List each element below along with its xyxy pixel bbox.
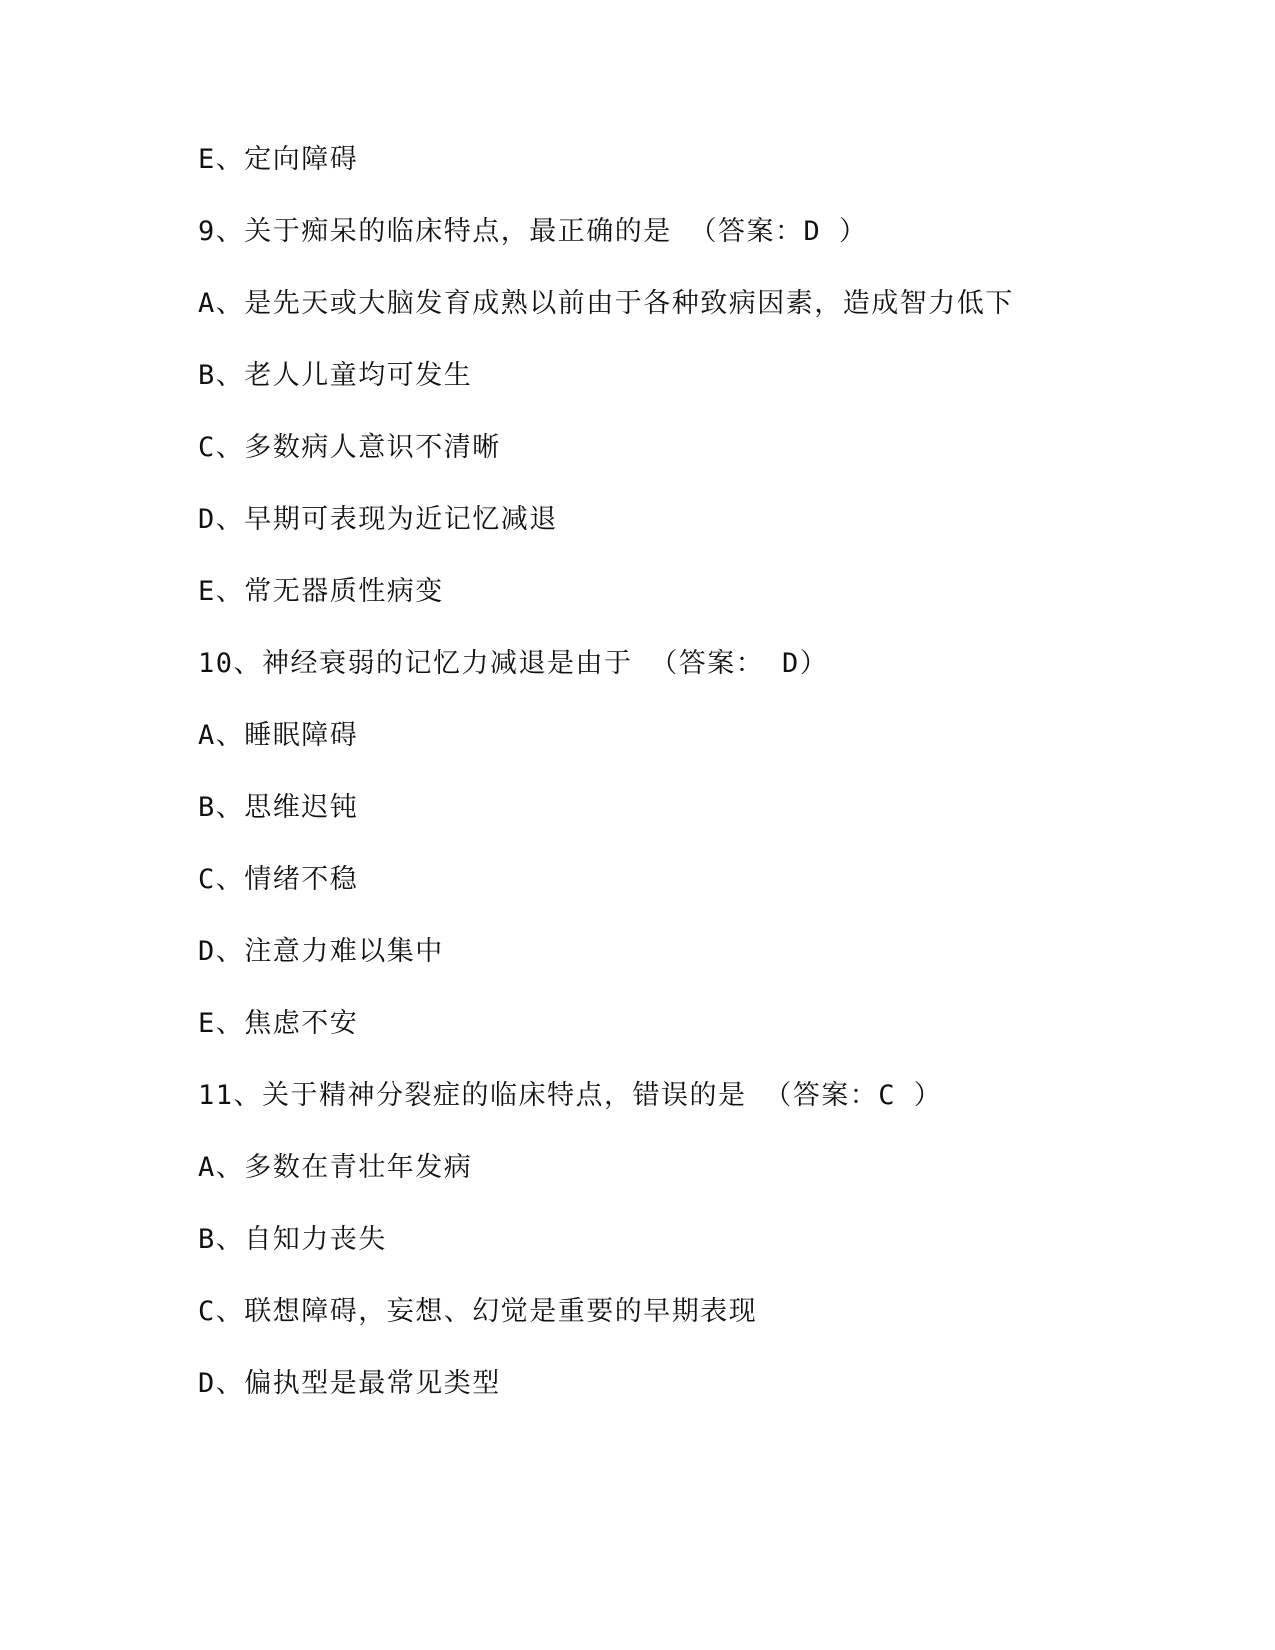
option-e-q8: E、定向障碍 <box>198 144 359 175</box>
option-d-q10: D、注意力难以集中 <box>198 936 444 967</box>
question-10: 10、神经衰弱的记忆力减退是由于 （答案： D） <box>198 648 829 679</box>
option-c-q10: C、情绪不稳 <box>198 864 359 895</box>
option-b-q9: B、老人儿童均可发生 <box>198 360 473 391</box>
option-d-q11: D、偏执型是最常见类型 <box>198 1368 501 1399</box>
option-e-q10: E、焦虑不安 <box>198 1008 359 1039</box>
option-b-q10: B、思维迟钝 <box>198 792 359 823</box>
option-a-q9: A、是先天或大脑发育成熟以前由于各种致病因素，造成智力低下 <box>198 288 1014 319</box>
option-c-q9: C、多数病人意识不清晰 <box>198 432 501 463</box>
question-11: 11、关于精神分裂症的临床特点，错误的是 （答案：C ） <box>198 1080 943 1111</box>
option-a-q10: A、睡眠障碍 <box>198 720 359 751</box>
option-d-q9: D、早期可表现为近记忆减退 <box>198 504 558 535</box>
question-9: 9、关于痴呆的临床特点，最正确的是 （答案：D ） <box>198 216 868 247</box>
option-e-q9: E、常无器质性病变 <box>198 576 444 607</box>
option-c-q11: C、联想障碍，妄想、幻觉是重要的早期表现 <box>198 1296 758 1327</box>
option-a-q11: A、多数在青壮年发病 <box>198 1152 473 1183</box>
option-b-q11: B、自知力丧失 <box>198 1224 387 1255</box>
